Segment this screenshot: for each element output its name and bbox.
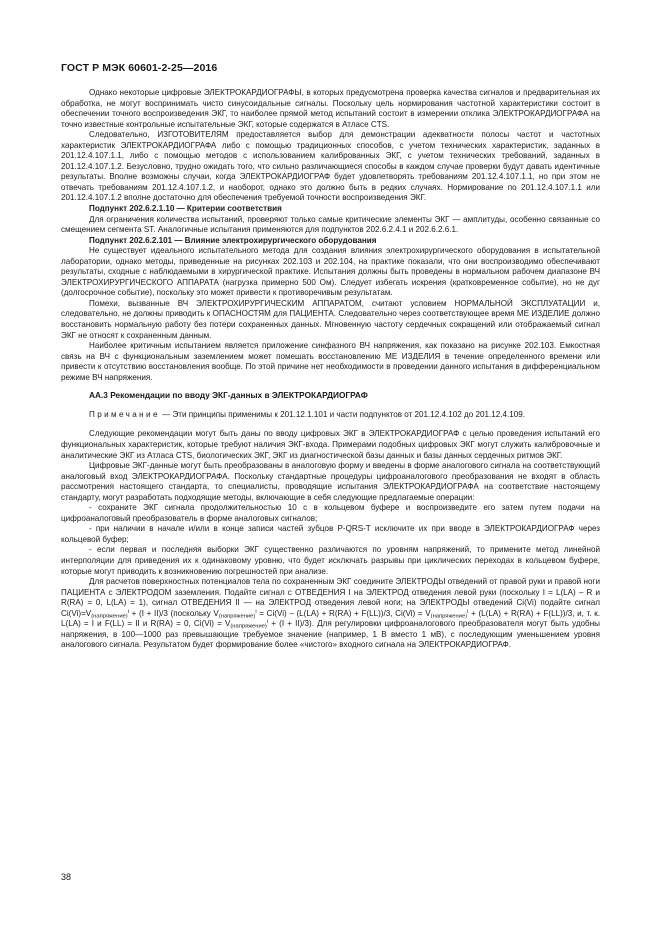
superscript: i (255, 608, 257, 615)
superscript: i (266, 619, 269, 626)
text-run: + (I + II)/3 (поскольку V (129, 608, 219, 618)
subscript: (напряжение) (230, 623, 267, 630)
paragraph: Однако некоторые цифровые ЭЛЕКТРОКАРДИОГРАФЫ, в которых предусмотрена проверка качества сигналов и предварительная их обработка, не могут воспринимать чисто синусоидальные сигналы. Поскольку цель нормирования частотной характеристики состоит в обеспечении точного воспроизведения ЭКГ, то наиболее прямой метод испытаний состоит в измерении отклика ЭЛЕКТРОКАРДИОГРАФА на точно известные контрольные испытательные ЭКГ, которые содержатся в Атласе CTS. (61, 88, 600, 129)
document-header: ГОСТ Р МЭК 60601-2-25—2016 (61, 62, 218, 74)
page-number: 38 (61, 872, 72, 882)
section-heading: АА.3 Рекомендации по вводу ЭКГ-данных в ЭЛЕКТРОКАРДИОГРАФ (89, 390, 368, 401)
paragraph: Следовательно, ИЗГОТОВИТЕЛЯМ предоставляется выбор для демонстрации адекватности полосы частот и частотных характеристик ЭЛЕКТРОКАРДИОГРАФА либо с помощью традиционных способов, с учетом технических характеристик, заданных в 201.12.4.107.1.1, либо с помощью методов с использованием калиброванных ЭКГ, с учетом технических требований, заданных в 201.12.4.107.1.2. Безусловно, трудно ожидать того, что сильно различающиеся способы в каждом случае проверки будут давать идентичные результаты. Вполне возможны случаи, когда ЭЛЕКТРОКАРДИОГРАФ будет удовлетворять требованиям 201.12.4.107.1.1, но при этом не отвечать требованиям 201.12.4.107.1.2, и наоборот, однако это должно быть в редких случаях. Нормирование по 201.12.4.107.1.1 или 201.12.4.107.1.2 вполне достаточно для обеспечения требуемой точности воспроизведения ЭКГ. (61, 130, 600, 203)
list-item: - если первая и последняя выборки ЭКГ существенно различаются по уровням напряжений, то примените метод линейной интерполяции для приведения их к одинаковому уровню, что будет исключать разрывы при циклических переходах в кольцевом буфере, которые могут приводить к возникновению погрешностей при анализе. (61, 545, 600, 576)
note-label: Примечание (89, 409, 160, 419)
paragraph: Наиболее критичным испытанием является приложение синфазного ВЧ напряжения, как показано на рисунке 202.103. Емкостная связь на ВЧ с функциональным заземлением может помешать восстановлению МЕ ИЗДЕЛИЯ в течение определенного времени или привести к отсутствию восстановления вообще. По этой причине нет необходимости в проведении данного испытания в дифференциальном режиме ВЧ напряжения. (61, 341, 600, 382)
list-item: - при наличии в начале и/или в конце записи частей зубцов P-QRS-T исключите их при вводе в ЭЛЕКТРОКАРДИОГРАФ через кольцевой буфер; (61, 524, 600, 544)
paragraph-formula (61, 577, 600, 651)
note (61, 410, 600, 421)
text-run: = Ci(Vi) – (L(LA) + R(RA) + F(LL))/3, Ci(Vi) = V (256, 608, 431, 618)
subscript: (напряжение) (91, 613, 128, 620)
paragraph: Цифровые ЭКГ-данные могут быть преобразованы в аналоговую форму и введены в форме аналогового сигнала на соответствующий аналоговый вход ЭЛЕКТРОКАРДИОГРАФА. Поскольку стандартные процедуры цифроаналогового преобразования не входят в область рассмотрения настоящего стандарта, то специалисты, проводящие испытания ЭЛЕКТРОКАРДИОГРАФА на соответствие настоящему стандарту, могут разработать подходящие методы, включающие в себя следующие предлагаемые операции: (61, 461, 600, 502)
subscript: (напряжение) (218, 613, 256, 620)
superscript: i (467, 608, 469, 615)
text-run: Для расчетов поверхностных потенциалов тела по сохраненным ЭКГ соедините ЭЛЕКТРОДЫ отведений от правой руки и правой ноги ПАЦИЕНТА с ЭЛЕКТРОДОМ заземления. Подайте сигнал с ОТВЕДЕНИЯ I на ЭЛЕКТРОД отведения левой руки (поскольку I = L(LA) – R и R(RA) = 0, L(LA) = 1), сигнал ОТВЕДЕНИЯ II — на ЭЛЕКТРОД отведения левой ноги; на ЭЛЕКТРОДЫ отведений Ci(Vi) подайте сигнал Ci(Vi)=V (61, 577, 600, 618)
superscript: i (127, 608, 130, 615)
subclause-heading: Подпункт 202.6.2.101 — Влияние электрохирургического оборудования (89, 235, 377, 245)
list-item: - сохраните ЭКГ сигнала продолжительностью 10 с в кольцевом буфере и воспроизведите его затем путем подачи на цифроаналоговый преобразователь в форме аналоговых сигналов; (61, 503, 600, 523)
subclause-heading: Подпункт 202.6.2.1.10 — Критерии соответствия (89, 204, 282, 214)
text-run: + (I + II)/3). Для регулировки цифроаналогового преобразователя могут быть удобны напряжения, в 100—1000 раз превышающие требуемое значение (например, 1 В вместо 1 мВ), с последующим уменьшением уровня аналогового сигнала. Результатом будет формирование более «чистого» входного сигнала на ЭЛЕКТРОКАРДИОГРАФ. (61, 619, 600, 650)
text-run: + (L(LA) + R(RA) + F(LL))/3, и, т. к. L(LA) = I и F(LL) = II и R(RA) = 0, Ci(Vi) = V (61, 608, 600, 629)
paragraph: Не существует идеального испытательного метода для создания влияния электрохирургического оборудования в испытательной лаборатории, однако методы, приведенные на рисунках 202.103 и 202.104, на практике показали, что они воспроизводимо обеспечивают результаты, сходные с наблюдаемыми в хирургической практике. Испытания должны быть проведены в нормальном рабочем диапазоне ВЧ ЭЛЕКТРОХИРУРГИЧЕСКОГО АППАРАТА (нагрузка примерно 500 Ом). Следует избегать искрения (кратковременное событие), но не дуг (долгосрочное событие), поскольку это может привести к противоречивым результатам. (61, 246, 600, 298)
paragraph: Для ограничения количества испытаний, проверяют только самые критические элементы ЭКГ — амплитуды, особенно связанные со смещением сегмента ST. Аналогичные испытания применяются для подпунктов 202.6.2.4.1 и 202.6.2.6.1. (61, 214, 600, 235)
subscript: (напряжение) (430, 613, 468, 620)
paragraph: Следующие рекомендации могут быть даны по вводу цифровых ЭКГ в ЭЛЕКТРОКАРДИОГРАФ с целью проведения испытаний его функциональных характеристик, которые требуют наличия ЭКГ-входа. Примерами подобных цифровых ЭКГ могут служить калибровочные и аналитические ЭКГ из Атласа CTS, биологических ЭКГ, ЭКГ из диагностической базы данных и базы данных сердечных ритмов ЭКГ. (61, 429, 600, 460)
document-body (61, 88, 600, 651)
note-text: — Эти принципы применимы к 201.12.1.101 и части подпунктов от 201.12.4.102 до 201.12.4.109. (159, 409, 526, 419)
paragraph: Помехи, вызванные ВЧ ЭЛЕКТРОХИРУРГИЧЕСКИМ АППАРАТОМ, считают условием НОРМАЛЬНОЙ ЭКСПЛУАТАЦИИ и, следовательно, не должны приводить к ОПАСНОСТЯМ для ПАЦИЕНТА. Следовательно через соответствующее время МЕ ИЗДЕЛИЕ должно восстановить нормальную работу без потери сохраненных данных. Мгновенную частоту сердечных сокращений или отображаемый сигнал ЭКГ не относят к сохраненным данным. (61, 298, 600, 340)
